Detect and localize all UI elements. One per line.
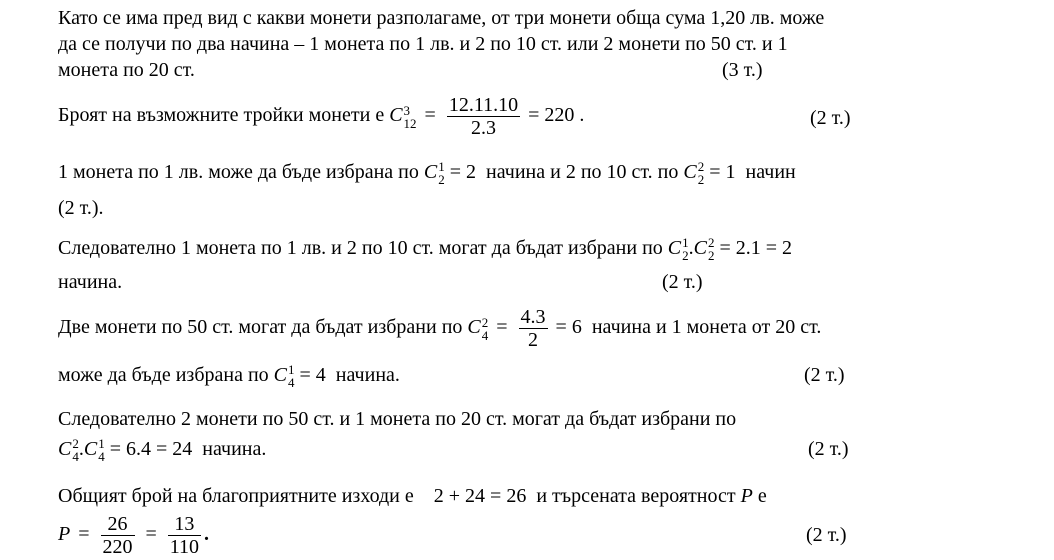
paragraph-4-text: Следователно 1 монета по 1 лв. и 2 по 10 ст. могат да бъдат избрани по [58, 237, 663, 259]
paragraph-7-text-a: Общият брой на благоприятните изходи е [58, 485, 414, 507]
paragraph-6-line-2 [58, 437, 266, 463]
paragraph-5-line-2-end: начина. [335, 364, 400, 386]
denominator: 220 [102, 536, 133, 558]
paragraph-5-line-2-text: може да бъде избрана по [58, 364, 269, 386]
value-b: = 4 [299, 364, 326, 386]
numerator: 12.11.10 [448, 94, 519, 116]
paragraph-3-text-a: 1 монета по 1 лв. може да бъде избрана по [58, 161, 419, 183]
combination-symbol: C [693, 237, 707, 259]
points-4: (2 т.) [662, 271, 703, 293]
paragraph-4-line-2: начина. [58, 271, 123, 293]
points-3: (2 т.). [58, 197, 104, 219]
combination-indices: 2 2 [697, 159, 705, 188]
combination-symbol: C [667, 237, 682, 259]
numerator: 26 [101, 513, 135, 536]
denominator: 2.3 [470, 117, 496, 139]
fraction-2 [168, 513, 201, 558]
multiply-dot: . [688, 237, 694, 259]
paragraph-4-line-1 [58, 236, 792, 262]
paragraph-6-line-2-end: начина. [202, 438, 267, 460]
combination-indices: 1 2 [438, 159, 445, 188]
fraction [519, 306, 548, 351]
combination-symbol: C [467, 316, 481, 339]
paragraph-3-text-c: начин [745, 161, 796, 183]
paragraph-3-line-1 [58, 160, 796, 186]
combination-symbol: C [423, 161, 438, 183]
combination-indices: 1 2 [682, 235, 689, 264]
combination-symbol: C [273, 364, 287, 386]
expression: = 6.4 = 24 [109, 438, 193, 460]
combination-symbol: C [58, 438, 72, 460]
equals-sign: = [78, 523, 90, 546]
paragraph-5-text-b: начина и 1 монета от 20 ст. [591, 316, 822, 339]
numerator: 13 [168, 513, 201, 536]
points-6: (2 т.) [808, 438, 849, 460]
combination-indices: 1 4 [98, 436, 105, 465]
numerator: 4.3 [520, 306, 546, 328]
paragraph-5-line-1 [58, 306, 821, 351]
fraction-combination [447, 94, 520, 139]
final-period: . [204, 523, 210, 546]
points-2: (2 т.) [810, 107, 851, 129]
combination-indices: 2 4 [72, 436, 79, 465]
paragraph-2-text: Броят на възможните тройки монети е [58, 104, 385, 127]
equals-sign: = [145, 523, 157, 546]
fraction-1 [101, 513, 135, 558]
paragraph-7-line-2 [58, 513, 209, 558]
paragraph-2 [58, 94, 584, 139]
combination-indices: 3 12 [403, 102, 417, 131]
multiply-dot: . [78, 438, 84, 460]
combination-indices: 2 4 [481, 314, 489, 343]
denominator: 110 [169, 536, 200, 558]
paragraph-5-line-2 [58, 363, 400, 389]
points-7: (2 т.) [806, 524, 847, 546]
value-a: = 6 [555, 316, 582, 339]
expression: = 2.1 = 2 [719, 237, 793, 259]
paragraph-5-text-a: Две монети по 50 ст. могат да бъдат избрани по [58, 316, 463, 339]
paragraph-1-line-1: Като се има пред вид с какви монети разполагаме, от три монети обща сума 1,20 лв. може [58, 7, 825, 29]
equals-sign: = [496, 316, 508, 339]
value-b: = 1 [709, 161, 736, 183]
combination-symbol: C [83, 438, 98, 460]
points-5: (2 т.) [804, 364, 845, 386]
probability-symbol: P [58, 523, 71, 546]
denominator: 2 [528, 329, 539, 351]
paragraph-7-text-c: е [757, 485, 767, 507]
points-1: (3 т.) [722, 59, 763, 81]
paragraph-7-text-b: и търсената вероятност [536, 485, 736, 507]
paragraph-1-line-3: монета по 20 ст. [58, 59, 195, 81]
paragraph-6-line-1: Следователно 2 монети по 50 ст. и 1 монета по 20 ст. могат да бъдат избрани по [58, 408, 737, 430]
combination-symbol: C [683, 161, 697, 183]
result: = 220 . [528, 104, 585, 127]
probability-variable: P [740, 485, 753, 507]
paragraph-1-line-2: да се получи по два начина – 1 монета по 1 лв. и 2 по 10 ст. или 2 монети по 50 ст. и 1 [58, 33, 788, 55]
value-a: = 2 [449, 161, 477, 183]
paragraph-3-text-b: начина и 2 по 10 ст. по [486, 161, 679, 183]
equals-sign: = [424, 104, 436, 127]
combination-symbol: C [389, 104, 403, 127]
combination-indices: 2 2 [707, 235, 715, 264]
combination-indices: 1 4 [288, 362, 295, 391]
paragraph-7-line-1 [58, 484, 767, 508]
sum-expression: 2 + 24 = 26 [433, 485, 527, 507]
